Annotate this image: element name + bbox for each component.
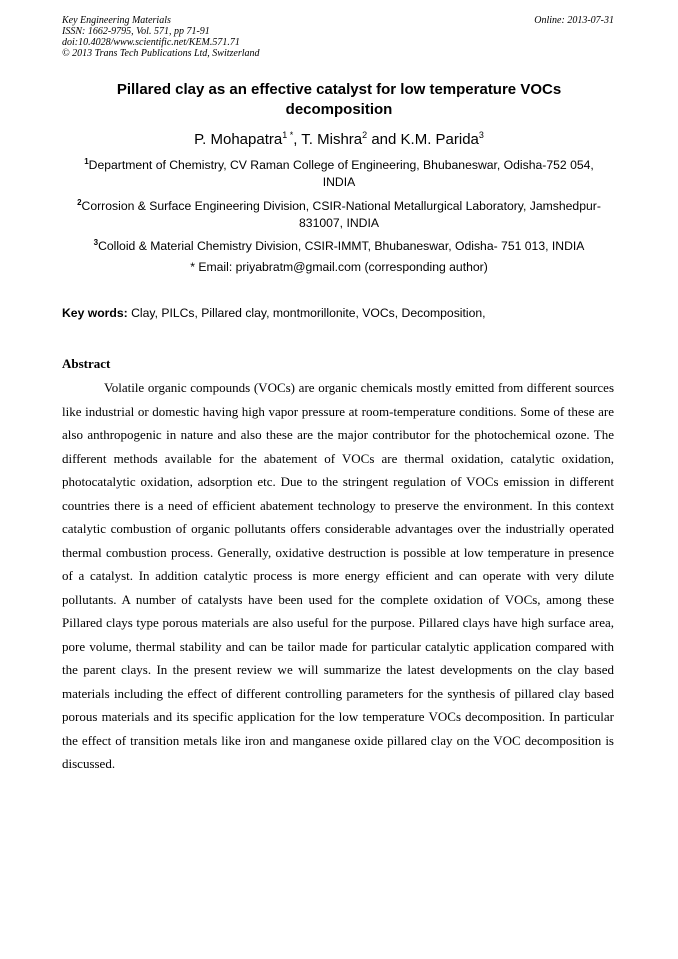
paper-title bbox=[62, 80, 616, 120]
affiliation-3 bbox=[62, 238, 616, 255]
author-list bbox=[62, 130, 616, 150]
author-affiliation-mark: 1 * bbox=[282, 130, 294, 140]
author-separator: and bbox=[367, 131, 401, 148]
paper-title-line-1: Pillared clay as an effective catalyst for low temperature VOCs bbox=[116, 81, 562, 98]
author-affiliation-mark: 3 bbox=[478, 130, 484, 140]
abstract-heading: Abstract bbox=[62, 356, 111, 371]
affiliation-text-continued: 831007, INDIA bbox=[299, 215, 379, 230]
doi-line[interactable]: doi:10.4028/www.scientific.net/KEM.571.71 bbox=[62, 37, 240, 48]
affiliation-text-continued: INDIA bbox=[322, 174, 356, 189]
author-name: K.M. Parida bbox=[400, 131, 479, 148]
issn-line: ISSN: 1662-9795, Vol. 571, pp 71-91 bbox=[62, 26, 210, 37]
affiliation-text: Department of Chemistry, CV Raman College of Engineering, Bhubaneswar, Odisha-752 054, bbox=[88, 158, 594, 172]
keywords-label: Key words: bbox=[62, 306, 128, 320]
affiliation-number: 2 bbox=[77, 197, 82, 207]
keywords-text: Clay, PILCs, Pillared clay, montmorillonite, VOCs, Decomposition, bbox=[127, 306, 486, 320]
affiliation-2 bbox=[62, 198, 616, 231]
paper-title-line-2: decomposition bbox=[285, 101, 393, 118]
affiliation-number: 3 bbox=[93, 237, 99, 247]
online-date: Online: 2013-07-31 bbox=[534, 15, 614, 26]
affiliation-text: Colloid & Material Chemistry Division, CSIR-IMMT, Bhubaneswar, Odisha- 751 013, INDIA bbox=[98, 239, 585, 253]
affiliation-text: Corrosion & Surface Engineering Division, CSIR-National Metallurgical Laboratory, Jamshedpur- bbox=[81, 199, 601, 213]
corresponding-email[interactable]: * Email: priyabratm@gmail.com (corresponding author) bbox=[190, 260, 488, 274]
abstract-body: Volatile organic compounds (VOCs) are organic chemicals mostly emitted from different sources like industrial or domestic having high vapor pressure at room-temperature conditions. Some of these are also anthropogenic in nature and also these are the major contributor for the photochemical ozone. The different methods available for the abatement of VOCs are thermal oxidation, catalytic oxidation, photocatalytic oxidation, adsorption etc. Due to the stringent regulation of VOCs emission in different countries there is a need of efficient abatement technology to preserve the environment. In this context catalytic combustion of organic pollutants offers considerable advantages over the industrially operated thermal combustion process. Generally, oxidative destruction is possible at low temperature in presence of a catalyst. In addition catalytic process is more energy efficient and can operate with very dilute pollutants. A number of catalysts have been used for the complete oxidation of VOCs, among these Pillared clays type porous materials are also useful for the purpose. Pillared clays have high surface area, pore volume, thermal stability and can be tailor made for particular catalytic application compared with the parent clays. In the present review we will summarize the latest developments on the clay based materials including the effect of different controlling parameters for the synthesis of pillared clay based porous materials and its specific application for the low temperature VOCs decomposition. In particular the effect of transition metals like iron and manganese oxide pillared clay on the VOC decomposition is discussed. bbox=[62, 380, 614, 771]
copyright-line: © 2013 Trans Tech Publications Ltd, Switzerland bbox=[62, 48, 260, 59]
affiliation-number: 1 bbox=[84, 156, 89, 166]
author-name: P. Mohapatra bbox=[194, 131, 283, 148]
affiliation-1 bbox=[62, 157, 616, 190]
keywords bbox=[62, 305, 622, 321]
journal-name: Key Engineering Materials bbox=[62, 15, 171, 26]
author-separator: , bbox=[293, 131, 302, 148]
author-name: T. Mishra bbox=[301, 131, 363, 148]
author-affiliation-mark: 2 bbox=[362, 130, 368, 140]
journal-metadata bbox=[62, 15, 260, 59]
